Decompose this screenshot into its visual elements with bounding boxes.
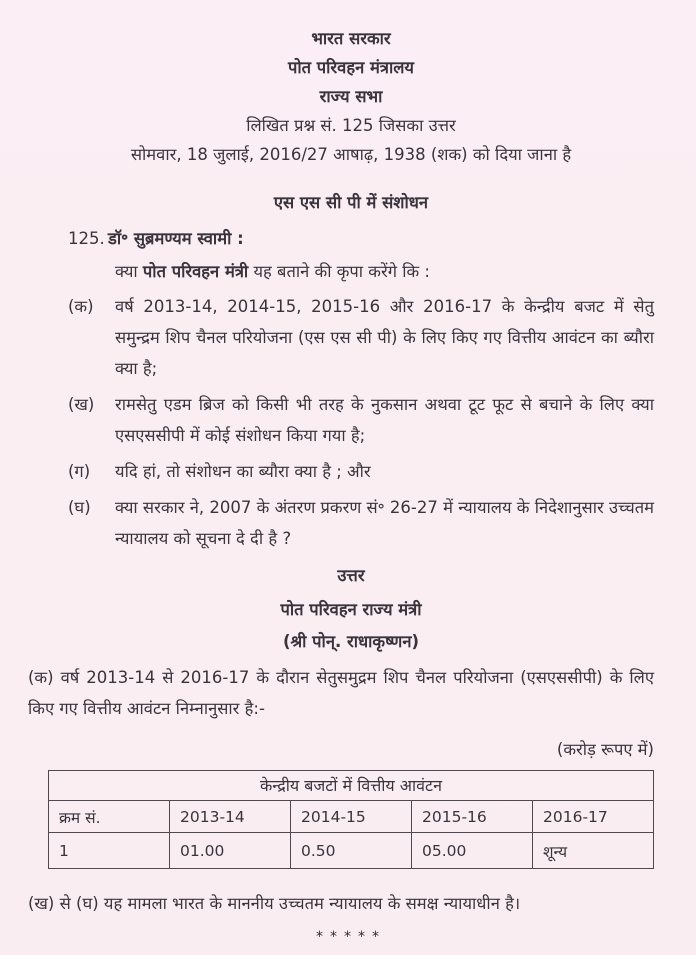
question-item-gha — [48, 492, 654, 554]
question-item-ga — [48, 456, 654, 487]
item-text: रामसेतु एडम ब्रिज को किसी भी तरह के नुकसान अथवा टूट फूट से बचाने के लिए क्या एसएससीपी में कोई संशोधन किया गया है; — [115, 395, 654, 445]
question-intro-minister: पोत परिवहन मंत्री — [142, 262, 249, 281]
question-asker-name: डॉ॰ सुब्रमण्यम स्वामी : — [108, 229, 244, 248]
question-item-kha — [48, 389, 654, 451]
header-date: सोमवार, 18 जुलाई, 2016/27 आषाढ़, 1938 (शक) को दिया जाना है — [130, 145, 572, 164]
allocation-table — [48, 770, 654, 869]
item-text: यदि हां, तो संशोधन का ब्यौरा क्या है ; और — [115, 462, 371, 481]
table-cell-2013-14: 01.00 — [170, 833, 291, 869]
question-intro-prefix: क्या — [115, 262, 143, 281]
item-label: (घ) — [68, 498, 91, 517]
table-title: केन्द्रीय बजटों में वित्तीय आवंटन — [49, 771, 654, 801]
table-header-2013-14: 2013-14 — [170, 801, 291, 833]
table-cell-2016-17: शून्य — [533, 833, 654, 869]
minister-name: (श्री पोन्. राधाकृष्णन) — [282, 632, 420, 651]
answer-heading: उत्तर — [337, 566, 365, 585]
item-label: (ग) — [68, 462, 91, 481]
item-text: वर्ष 2013-14, 2014-15, 2015-16 और 2016-17 के केन्द्रीय बजट में सेतु समुन्द्रम शिप चैनल परियोजना (एस एस सी पी) के लिए किए गए वित्तीय आवंटन का ब्यौरा क्या है; — [115, 297, 654, 378]
table-cell-2015-16: 05.00 — [412, 833, 533, 869]
header-house: राज्य सभा — [319, 87, 383, 106]
header-question-no: लिखित प्रश्न सं. 125 जिसका उत्तर — [246, 116, 456, 135]
table-header-2015-16: 2015-16 — [412, 801, 533, 833]
answer-para-bd: (ख) से (घ) यह मामला भारत के माननीय उच्चतम न्यायालय के समक्ष न्यायाधीन है। — [28, 894, 521, 913]
header-government: भारत सरकार — [311, 29, 391, 48]
answer-para-a: (क) वर्ष 2013-14 से 2016-17 के दौरान सेतुसमुद्रम शिप चैनल परियोजना (एसएससीपी) के लिए किए गए वित्तीय आवंटन निम्नानुसार है:- — [28, 668, 654, 718]
question-asker-line — [68, 225, 654, 253]
table-cell-serial: 1 — [49, 833, 170, 869]
table-row — [49, 833, 654, 869]
table-header-serial: क्रम सं. — [49, 801, 170, 833]
table-header-2016-17: 2016-17 — [533, 801, 654, 833]
table-cell-2014-15: 0.50 — [291, 833, 412, 869]
item-text: क्या सरकार ने, 2007 के अंतरण प्रकरण सं॰ 26-27 में न्यायालय के निदेशानुसार उच्चतम न्यायालय को सूचना दे दी है ? — [115, 498, 654, 548]
table-title-row — [49, 771, 654, 801]
unit-note: (करोड़ रूपए में) — [556, 740, 654, 759]
table-header-row — [49, 801, 654, 833]
minister-title: पोत परिवहन राज्य मंत्री — [280, 600, 422, 619]
question-title: एस एस सी पी में संशोधन — [273, 193, 429, 212]
question-intro — [115, 258, 654, 286]
header-ministry: पोत परिवहन मंत्रालय — [287, 58, 415, 77]
item-label: (क) — [68, 297, 94, 316]
footer-stars: ***** — [316, 929, 386, 945]
question-intro-suffix: यह बताने की कृपा करेंगे कि : — [248, 262, 430, 281]
question-item-ka — [48, 291, 654, 384]
table-header-2014-15: 2014-15 — [291, 801, 412, 833]
question-number: 125. — [68, 229, 105, 248]
item-label: (ख) — [68, 395, 95, 414]
